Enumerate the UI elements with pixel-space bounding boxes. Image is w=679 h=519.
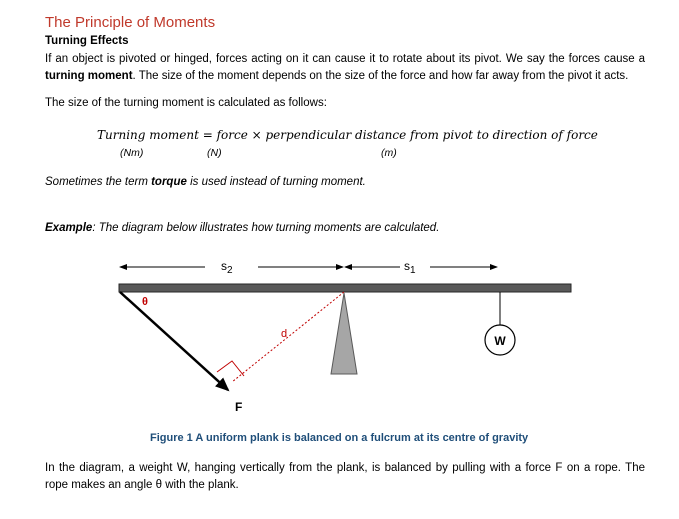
- s2-label: [221, 259, 233, 276]
- s1-subscript: 1: [410, 265, 416, 276]
- fulcrum: [331, 293, 357, 374]
- force-label: F: [235, 400, 243, 414]
- s2-letter: s: [221, 259, 227, 273]
- force-rope: [120, 292, 228, 390]
- torque-text-2: is used instead of turning moment.: [186, 176, 366, 188]
- moment-formula: Turning moment = force × perpendicular distance from pivot to direction of force: [97, 128, 598, 142]
- subheading: Turning Effects: [45, 35, 129, 47]
- example-label: Example: [45, 222, 93, 234]
- s1-letter: s: [404, 259, 410, 273]
- s2-subscript: 2: [227, 265, 233, 276]
- conclusion-paragraph: In the diagram, a weight W, hanging vertically from the plank, is balanced by pulling with a force F on a rope. The rope makes an angle θ with the plank.: [45, 462, 645, 491]
- unit-force: (N): [207, 147, 222, 159]
- torque-bold: torque: [151, 176, 187, 188]
- d-label: d: [281, 328, 288, 340]
- intro-bold: turning moment: [45, 69, 133, 82]
- distance-d-line: [232, 292, 344, 382]
- torque-text-1: Sometimes the term: [45, 176, 152, 188]
- figure-caption: Figure 1 A uniform plank is balanced on a fulcrum at its centre of gravity: [150, 432, 529, 444]
- weight-label: W: [494, 334, 506, 348]
- intro-text-2: . The size of the moment depends on the size of the force and how far away from the pivot it acts.: [132, 69, 629, 82]
- s1-label: [404, 259, 416, 276]
- theta-label: θ: [142, 296, 148, 308]
- right-angle-marker: [217, 361, 244, 376]
- calc-intro: The size of the turning moment is calculated as follows:: [45, 97, 327, 109]
- plank: [119, 284, 571, 292]
- unit-moment: (Nm): [120, 147, 144, 159]
- intro-text-1: If an object is pivoted or hinged, forces acting on it can cause it to rotate about its pivot. We say the forces cause a: [45, 53, 645, 65]
- unit-distance: (m): [381, 147, 397, 159]
- example-text: : The diagram below illustrates how turning moments are calculated.: [92, 222, 440, 234]
- page-title: The Principle of Moments: [45, 14, 216, 31]
